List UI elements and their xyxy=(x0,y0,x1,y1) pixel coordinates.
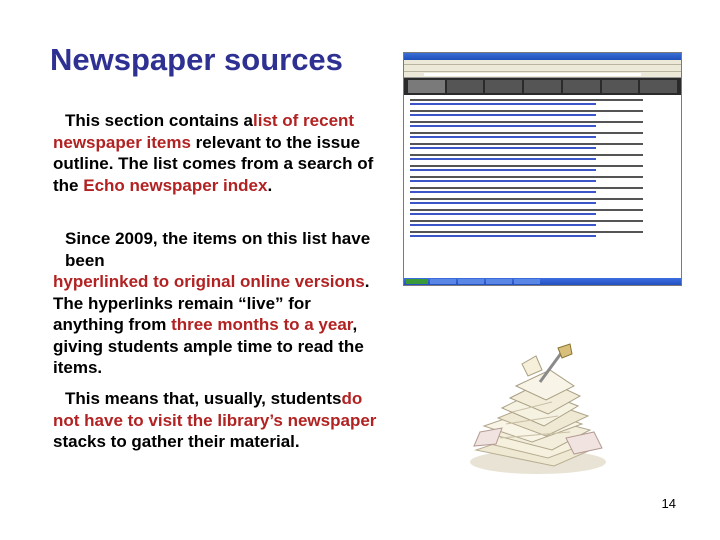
highlight-list-of-recent-items: list of recent newspaper items xyxy=(53,111,355,152)
list-item xyxy=(410,132,675,138)
text: . The hyperlinks remain “live” for anything from xyxy=(53,272,370,334)
article-list xyxy=(404,95,681,246)
list-item xyxy=(410,165,675,171)
browser-toolbar xyxy=(404,65,681,72)
paragraph-list-description xyxy=(53,110,383,196)
taskbar-item xyxy=(514,279,540,284)
highlight-library-newspaper: do not have to visit the library’s newspaper xyxy=(53,389,377,430)
browser-titlebar xyxy=(404,53,681,60)
list-item xyxy=(410,143,675,149)
paragraph-library-visit xyxy=(53,388,383,453)
list-item xyxy=(410,220,675,226)
paragraph-hyperlinks xyxy=(53,228,383,379)
highlight-echo-index: Echo newspaper index xyxy=(83,175,268,195)
paper-pile-clipart xyxy=(462,342,612,477)
nav-item xyxy=(447,80,484,93)
text: This section contains a xyxy=(65,111,253,130)
text: , giving students ample time to read the items. xyxy=(53,315,364,377)
taskbar-item xyxy=(458,279,484,284)
nav-item xyxy=(563,80,600,93)
list-item xyxy=(410,99,675,105)
browser-address-bar xyxy=(404,72,681,78)
nav-item xyxy=(524,80,561,93)
page-number: 14 xyxy=(661,496,676,511)
site-navigation xyxy=(404,78,681,95)
taskbar-item xyxy=(430,279,456,284)
text: Since 2009, the items on this list have been xyxy=(65,229,371,270)
list-item xyxy=(410,110,675,116)
list-item xyxy=(410,209,675,215)
start-button xyxy=(406,279,428,284)
highlight-hyperlinked-online: hyperlinked to original online versions xyxy=(53,272,365,291)
windows-taskbar xyxy=(404,278,681,285)
text: . xyxy=(267,175,273,195)
nav-item xyxy=(408,80,445,93)
nav-item xyxy=(485,80,522,93)
text: This means that, usually, students xyxy=(65,389,342,408)
list-item xyxy=(410,121,675,127)
text: relevant to the issue outline. The list comes from a search of the xyxy=(53,132,374,195)
text: stacks to gather their material. xyxy=(53,432,300,451)
nav-item xyxy=(640,80,677,93)
highlight-three-months-year: three months to a year xyxy=(171,315,353,334)
list-item xyxy=(410,231,675,237)
taskbar-item xyxy=(486,279,512,284)
list-item xyxy=(410,176,675,182)
nav-item xyxy=(602,80,639,93)
list-item xyxy=(410,198,675,204)
list-item xyxy=(410,154,675,160)
list-item xyxy=(410,187,675,193)
slide-title: Newspaper sources xyxy=(50,42,343,77)
newspaper-index-screenshot xyxy=(403,52,682,286)
